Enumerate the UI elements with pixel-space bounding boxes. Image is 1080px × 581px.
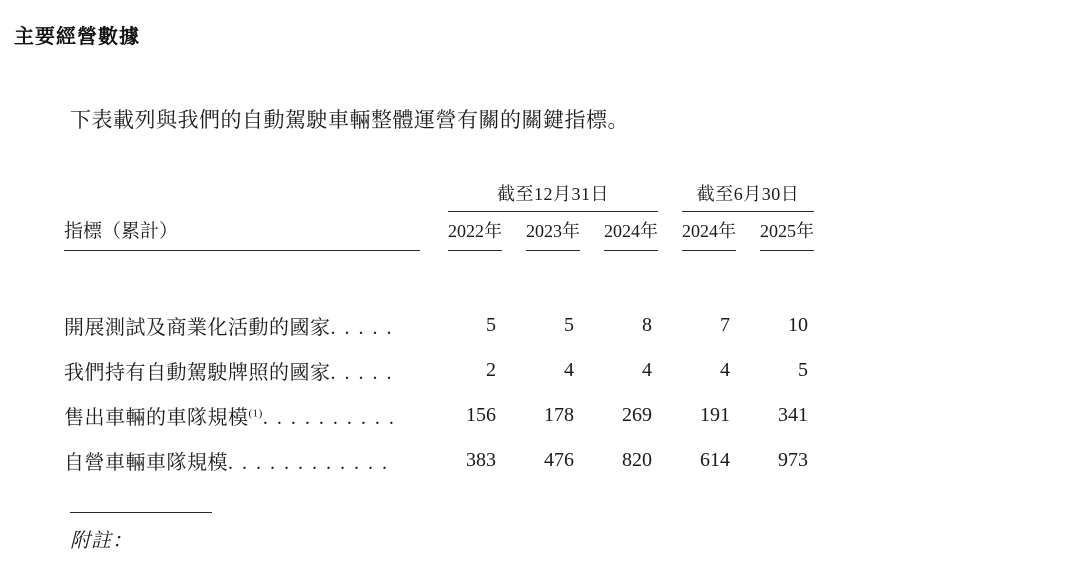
cell-gap (736, 438, 760, 483)
cell-value: 820 (622, 449, 652, 471)
cell-value: 5 (798, 359, 808, 381)
cell-gap (502, 348, 526, 393)
page-title: 主要經營數據 (14, 26, 140, 48)
cell-value: 5 (486, 314, 496, 336)
stub-gap (420, 180, 448, 216)
group-header-jun30: 截至6月30日 (682, 180, 814, 216)
header-body-spacer (64, 257, 814, 303)
column-header-rule (760, 250, 814, 251)
cell-gap (658, 393, 682, 438)
col-gap-3 (658, 216, 682, 257)
table-row (64, 348, 814, 393)
column-header-2023: 2023年 (526, 216, 580, 257)
row-label: 自營車輛車隊規模. . . . . . . . . . . . (64, 452, 389, 474)
stub-header: 指標（累計） (64, 216, 420, 257)
group-gap (658, 180, 682, 216)
cell-gap (736, 393, 760, 438)
leader-dots: . . . . . (330, 362, 394, 384)
row-label: 我們持有自動駕駛牌照的國家. . . . . (64, 362, 394, 384)
cell-value: 5 (564, 314, 574, 336)
table-row (64, 438, 814, 483)
col-gap-2 (580, 216, 604, 257)
cell-value: 383 (466, 449, 496, 471)
cell-gap (580, 303, 604, 348)
intro-paragraph: 下表載列與我們的自動駕駛車輛整體運營有關的關鍵指標。 (70, 108, 629, 132)
cell-value: 341 (778, 404, 808, 426)
leader-dots: . . . . . (330, 317, 394, 339)
cell-value: 191 (700, 404, 730, 426)
cell-gap (658, 438, 682, 483)
col-gap-4 (736, 216, 760, 257)
column-header-rule (448, 250, 502, 251)
cell-value: 4 (564, 359, 574, 381)
footnote-marker: (1) (248, 407, 263, 420)
cell-gap (658, 303, 682, 348)
cell-value: 156 (466, 404, 496, 426)
footnote-divider (70, 512, 212, 513)
col-gap-1 (502, 216, 526, 257)
column-header-2025-jun: 2025年 (760, 216, 814, 257)
cell-value: 178 (544, 404, 574, 426)
leader-dots: . . . . . . . . . . . . (228, 452, 389, 474)
row-gap (420, 393, 448, 438)
row-gap (420, 348, 448, 393)
table-row (64, 393, 814, 438)
cell-value: 10 (788, 314, 808, 336)
cell-value: 8 (642, 314, 652, 336)
column-header-2024-dec: 2024年 (604, 216, 658, 257)
column-header-rule (526, 250, 580, 251)
cell-value: 476 (544, 449, 574, 471)
column-header-rule (604, 250, 658, 251)
column-header-2024-jun: 2024年 (682, 216, 736, 257)
cell-gap (502, 303, 526, 348)
cell-value: 269 (622, 404, 652, 426)
stub-spacer (64, 180, 420, 216)
table-row (64, 303, 814, 348)
cell-gap (736, 348, 760, 393)
row-label: 開展測試及商業化活動的國家. . . . . (64, 317, 394, 339)
footnote-label: 附註： (70, 530, 133, 552)
cell-gap (658, 348, 682, 393)
cell-value: 4 (642, 359, 652, 381)
key-operating-data-table (64, 180, 814, 483)
group-header-rule (682, 211, 814, 212)
cell-value: 7 (720, 314, 730, 336)
cell-gap (580, 393, 604, 438)
cell-gap (580, 438, 604, 483)
leader-dots: . . . . . . . . . . (262, 407, 396, 429)
cell-value: 2 (486, 359, 496, 381)
table-group-header-row (64, 180, 814, 216)
cell-value: 4 (720, 359, 730, 381)
group-header-rule (448, 211, 658, 212)
cell-value: 614 (700, 449, 730, 471)
cell-value: 973 (778, 449, 808, 471)
stub-gap-2 (420, 216, 448, 257)
row-gap (420, 303, 448, 348)
group-header-dec31: 截至12月31日 (448, 180, 658, 216)
cell-gap (580, 348, 604, 393)
table-column-header-row (64, 216, 814, 257)
column-header-rule (682, 250, 736, 251)
cell-gap (502, 393, 526, 438)
column-header-2022: 2022年 (448, 216, 502, 257)
stub-header-rule (64, 250, 420, 251)
cell-gap (502, 438, 526, 483)
row-gap (420, 438, 448, 483)
row-label: 售出車輛的車隊規模$^{(1)}$. . . . . . . . . . (64, 407, 396, 429)
cell-gap (736, 303, 760, 348)
